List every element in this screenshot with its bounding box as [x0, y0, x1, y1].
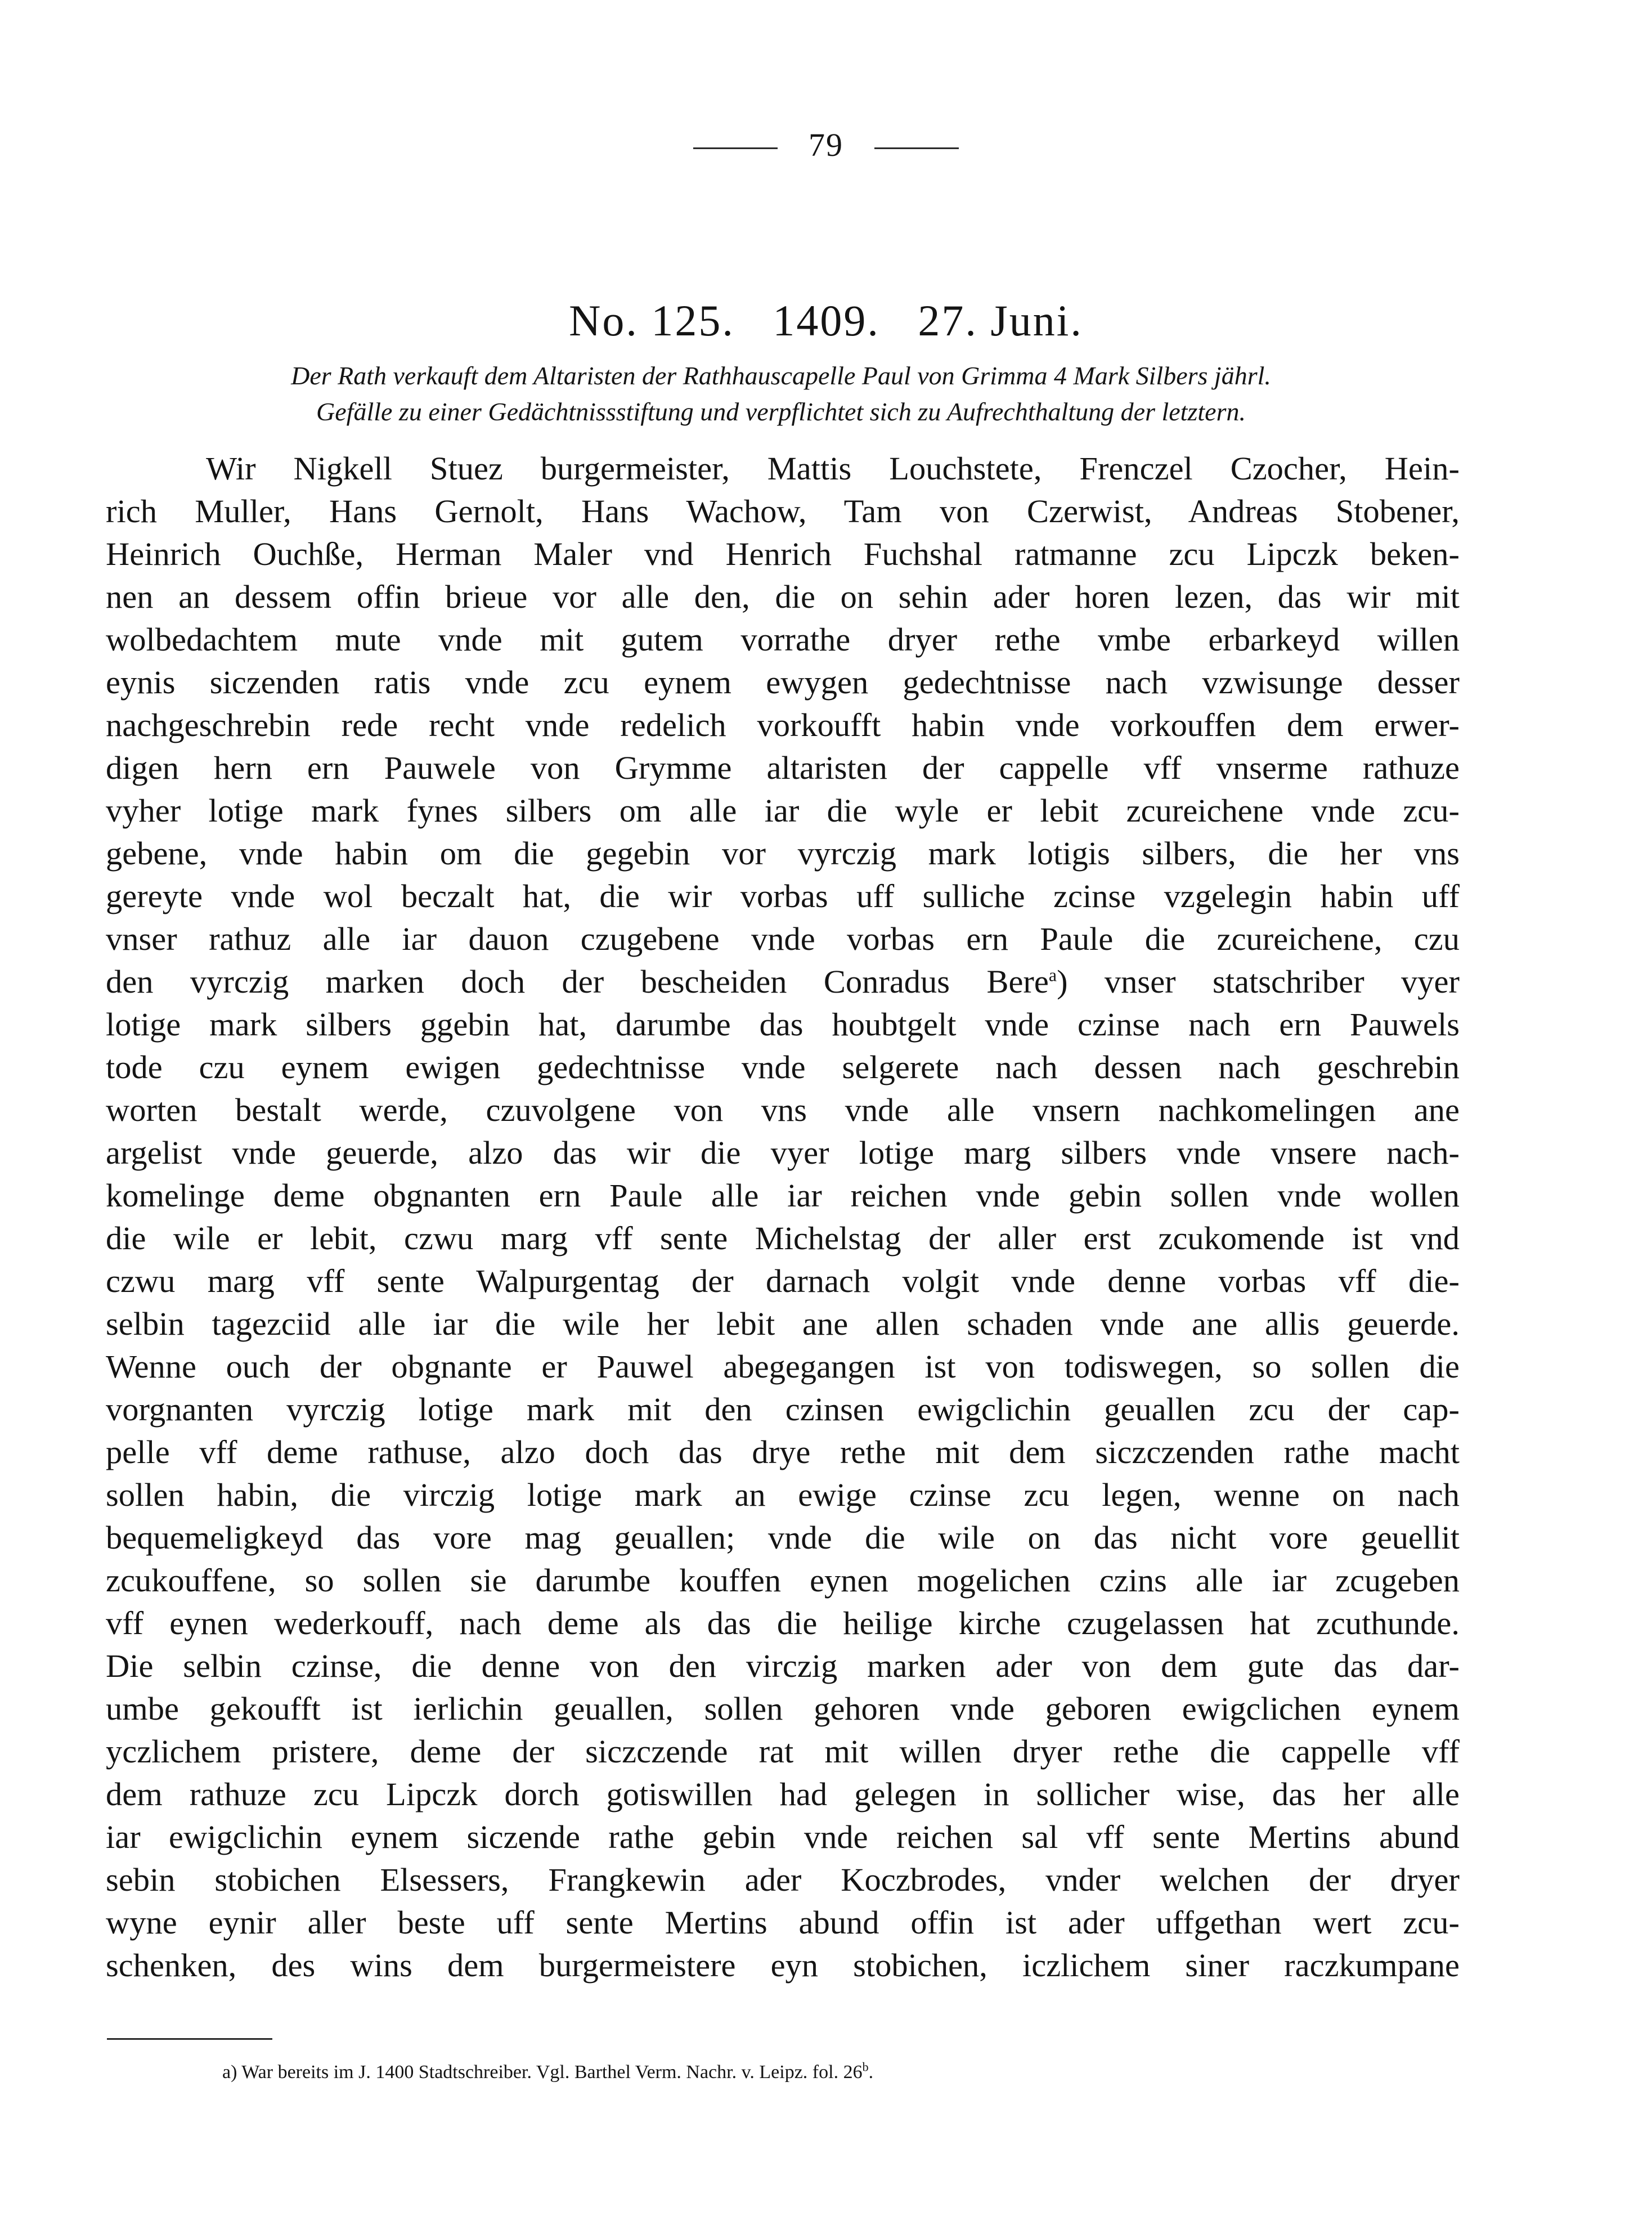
- body-line: zcukouffene, so sollen sie darumbe kouffen eynen mogelichen czins alle iar zcugeben: [106, 1562, 1460, 1599]
- document-title: No. 125. 1409. 27. Juni.: [569, 296, 1083, 345]
- body-line: nachgeschrebin rede recht vnde redelich vorkoufft habin vnde vorkouffen dem erwer-: [106, 707, 1460, 743]
- body-line: nen an dessem offin brieue vor alle den, die on sehin ader horen lezen, das wir mit: [106, 578, 1460, 615]
- body-line: die wile er lebit, czwu marg vff sente Michelstag der aller erst zcukomende ist vnd: [106, 1220, 1460, 1257]
- body-line: rich Muller, Hans Gernolt, Hans Wachow, Tam von Czerwist, Andreas Stobener,: [106, 493, 1460, 530]
- left-rule: [693, 147, 778, 149]
- body-line: iar ewigclichin eynem siczende rathe gebin vnde reichen sal vff sente Mertins abund: [106, 1819, 1460, 1855]
- right-rule: [874, 147, 959, 149]
- document-summary: [106, 358, 1456, 430]
- body-line: sollen habin, die virczig lotige mark an ewige czinse zcu legen, wenne on nach: [106, 1477, 1460, 1513]
- document-body: [106, 447, 1460, 1987]
- body-line: worten bestalt werde, czuvolgene von vns vnde alle vnsern nachkomelingen ane: [106, 1092, 1460, 1128]
- summary-line: Der Rath verkauft dem Altaristen der Rathhauscapelle Paul von Grimma 4 Mark Silbers jährl.: [291, 361, 1271, 390]
- body-line: vff eynen wederkouff, nach deme als das die heilige kirche czugelassen hat zcuthunde.: [106, 1605, 1460, 1641]
- body-line: vorgnanten vyrczig lotige mark mit den czinsen ewigclichin geuallen zcu der cap-: [106, 1391, 1460, 1428]
- body-line: wyne eynir aller beste uff sente Mertins abund offin ist ader uffgethan wert zcu-: [106, 1904, 1460, 1941]
- body-line: vyher lotige mark fynes silbers om alle iar die wyle er lebit zcureichene vnde zcu-: [106, 792, 1460, 829]
- body-line: czwu marg vff sente Walpurgentag der darnach volgit vnde denne vorbas vff die-: [106, 1263, 1460, 1299]
- footnote: [222, 2060, 873, 2085]
- page-number: 79: [809, 127, 843, 163]
- body-line: argelist vnde geuerde, alzo das wir die vyer lotige marg silbers vnde vnsere nach-: [106, 1134, 1460, 1171]
- body-line: lotige mark silbers ggebin hat, darumbe das houbtgelt vnde czinse nach ern Pauwels: [106, 1006, 1460, 1043]
- body-line: gereyte vnde wol beczalt hat, die wir vorbas uff sulliche zcinse vzgelegin habin uff: [106, 878, 1460, 914]
- body-line: selbin tagezciid alle iar die wile her lebit ane allen schaden vnde ane allis geuerde.: [106, 1305, 1460, 1342]
- footnote-marker: a: [1048, 964, 1057, 985]
- body-line: Heinrich Ouchße, Herman Maler vnd Henrich Fuchshal ratmanne zcu Lipczk beken-: [106, 536, 1460, 572]
- page-header: [0, 123, 1652, 168]
- body-line: komelinge deme obgnanten ern Paule alle iar reichen vnde gebin sollen vnde wollen: [106, 1177, 1460, 1214]
- body-line: gebene, vnde habin om die gegebin vor vyrczig mark lotigis silbers, die her vns: [106, 835, 1460, 872]
- summary-line: Gefälle zu einer Gedächtnissstiftung und verpflichtet sich zu Aufrechthaltung der letztern.: [316, 397, 1246, 426]
- body-line: schenken, des wins dem burgermeistere eyn stobichen, iczlichem siner raczkumpane: [106, 1947, 1460, 1984]
- body-line: dem rathuze zcu Lipczk dorch gotiswillen had gelegen in sollicher wise, das her alle: [106, 1776, 1460, 1812]
- footnote-rule: [107, 2038, 272, 2040]
- body-line: wolbedachtem mute vnde mit gutem vorrathe dryer rethe vmbe erbarkeyd willen: [106, 621, 1460, 658]
- body-line: pelle vff deme rathuse, alzo doch das drye rethe mit dem siczczenden rathe macht: [106, 1434, 1460, 1470]
- body-line-tail: ) vnser statschriber vyer: [1057, 963, 1460, 1000]
- body-line: tode czu eynem ewigen gedechtnisse vnde selgerete nach dessen nach geschrebin: [106, 1049, 1460, 1085]
- body-line: digen hern ern Pauwele von Grymme altaristen der cappelle vff vnserme rathuze: [106, 750, 1460, 786]
- body-line: bequemeligkeyd das vore mag geuallen; vnde die wile on das nicht vore geuellit: [106, 1519, 1460, 1556]
- body-line: Wir Nigkell Stuez burgermeister, Mattis Louchstete, Frenczel Czocher, Hein-: [206, 450, 1460, 487]
- body-line: yczlichem pristere, deme der siczczende rat mit willen dryer rethe die cappelle vff: [106, 1733, 1460, 1770]
- body-line-with-footnote: [106, 961, 1460, 1003]
- footnote-end: .: [868, 2062, 874, 2083]
- footnote-text: a) War bereits im J. 1400 Stadtschreiber. Vgl. Barthel Verm. Nachr. v. Leipz. fol. 26: [222, 2062, 863, 2083]
- body-line: vnser rathuz alle iar dauon czugebene vnde vorbas ern Paule die zcureichene, czu: [106, 921, 1460, 957]
- body-line: sebin stobichen Elsessers, Frangkewin ader Koczbrodes, vnder welchen der dryer: [106, 1861, 1460, 1898]
- body-line: eynis siczenden ratis vnde zcu eynem ewygen gedechtnisse nach vzwisunge desser: [106, 664, 1460, 701]
- body-line: Die selbin czinse, die denne von den virczig marken ader von dem gute das dar-: [106, 1648, 1460, 1684]
- body-line: Wenne ouch der obgnante er Pauwel abegegangen ist von todiswegen, so sollen die: [106, 1348, 1460, 1385]
- body-line-head: den vyrczig marken doch der bescheiden Conradus Bere: [106, 963, 1049, 1000]
- footnote-superscript: b: [862, 2060, 869, 2074]
- body-line: umbe gekoufft ist ierlichin geuallen, sollen gehoren vnde geboren ewigclichen eynem: [106, 1690, 1460, 1727]
